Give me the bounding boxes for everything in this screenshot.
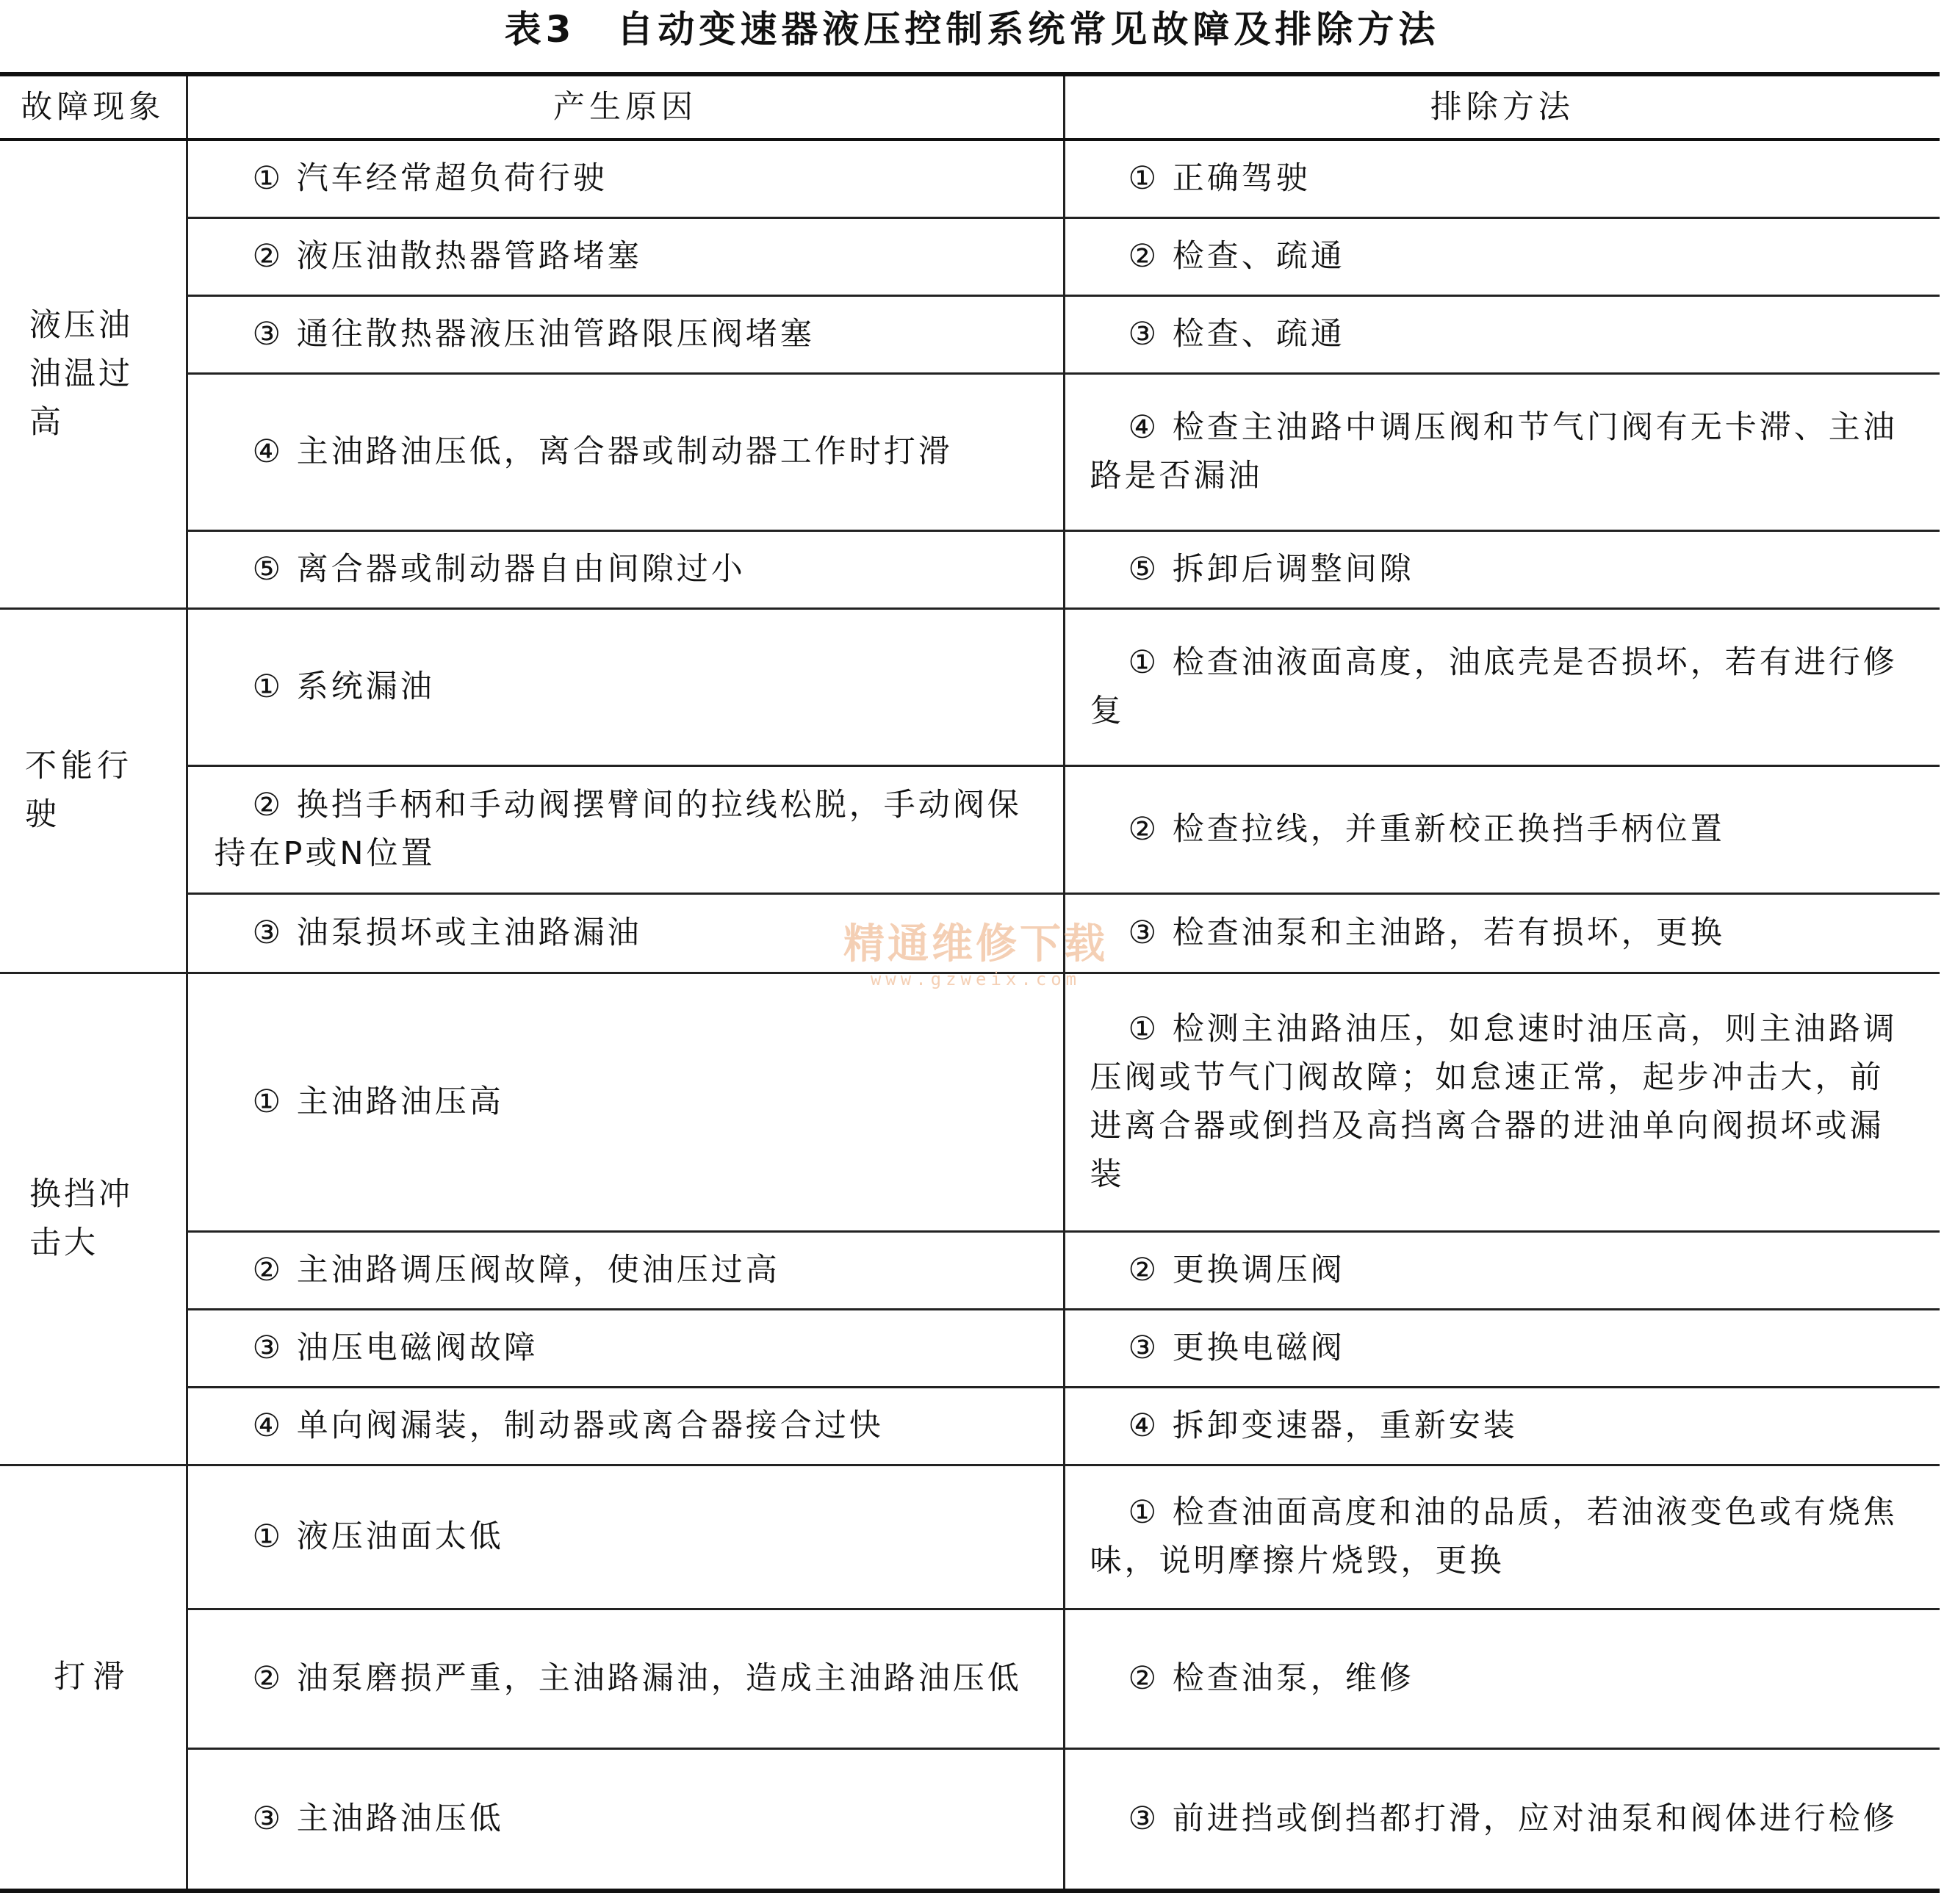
table-row: [0, 530, 1940, 608]
table-row: [0, 973, 1940, 1231]
cause-cell: ② 油泵磨损严重，主油路漏油，造成主油路油压低: [187, 1609, 1064, 1748]
remedy-cell: ② 检查油泵，维修: [1064, 1609, 1940, 1748]
cause-cell: ② 主油路调压阀故障，使油压过高: [187, 1231, 1064, 1309]
table-row: [0, 1748, 1940, 1891]
table-row: [0, 1309, 1940, 1387]
cause-cell: ⑤ 离合器或制动器自由间隙过小: [187, 530, 1064, 608]
header-cause: 产生原因: [187, 74, 1064, 140]
cause-cell: ④ 主油路油压低，离合器或制动器工作时打滑: [187, 373, 1064, 530]
remedy-cell: ④ 拆卸变速器，重新安装: [1064, 1387, 1940, 1465]
table-row: [0, 140, 1940, 217]
table-row: [0, 1609, 1940, 1748]
table-row: [0, 1465, 1940, 1609]
cause-cell: ① 主油路油压高: [187, 973, 1064, 1231]
symptom-cell: 换挡冲击大: [0, 973, 187, 1465]
remedy-cell: ③ 更换电磁阀: [1064, 1309, 1940, 1387]
cause-cell: ① 液压油面太低: [187, 1465, 1064, 1609]
cause-cell: ② 换挡手柄和手动阀摆臂间的拉线松脱，手动阀保持在P或N位置: [187, 765, 1064, 893]
watermark-url: www.gzweix.com: [870, 969, 1081, 989]
remedy-cell: ② 更换调压阀: [1064, 1231, 1940, 1309]
remedy-cell: ① 检查油面高度和油的品质，若油液变色或有烧焦味，说明摩擦片烧毁，更换: [1064, 1465, 1940, 1609]
watermark-text: 精通维修下载: [843, 920, 1108, 968]
table-row: [0, 765, 1940, 893]
fault-table: [0, 72, 1940, 1893]
cause-cell: ③ 通往散热器液压油管路限压阀堵塞: [187, 295, 1064, 373]
table-row: [0, 893, 1940, 973]
remedy-cell: ② 检查拉线，并重新校正换挡手柄位置: [1064, 765, 1940, 893]
table-row: [0, 373, 1940, 530]
table-row: [0, 608, 1940, 765]
remedy-cell: ⑤ 拆卸后调整间隙: [1064, 530, 1940, 608]
remedy-cell: ① 正确驾驶: [1064, 140, 1940, 217]
page-title: 表3 自动变速器液压控制系统常见故障及排除方法: [504, 8, 1440, 51]
cause-cell: ① 汽车经常超负荷行驶: [187, 140, 1064, 217]
symptom-cell: 液压油油温过高: [0, 140, 187, 608]
remedy-cell: ① 检测主油路油压，如怠速时油压高，则主油路调压阀或节气门阀故障；如怠速正常，起步冲击大，前进离合器或倒挡及高挡离合器的进油单向阀损坏或漏装: [1064, 973, 1940, 1231]
table-row: [0, 1387, 1940, 1465]
symptom-cell: 打滑: [0, 1465, 187, 1891]
table-row: [0, 295, 1940, 373]
cause-cell: ③ 油泵损坏或主油路漏油: [187, 893, 1064, 973]
remedy-cell: ③ 检查油泵和主油路，若有损坏，更换: [1064, 893, 1940, 973]
cause-cell: ③ 主油路油压低: [187, 1748, 1064, 1891]
symptom-cell: 不能行驶: [0, 608, 187, 973]
cause-cell: ④ 单向阀漏装，制动器或离合器接合过快: [187, 1387, 1064, 1465]
cause-cell: ② 液压油散热器管路堵塞: [187, 217, 1064, 295]
header-remedy: 排除方法: [1064, 74, 1940, 140]
remedy-cell: ③ 检查、疏通: [1064, 295, 1940, 373]
cause-cell: ① 系统漏油: [187, 608, 1064, 765]
remedy-cell: ② 检查、疏通: [1064, 217, 1940, 295]
remedy-cell: ④ 检查主油路中调压阀和节气门阀有无卡滞、主油路是否漏油: [1064, 373, 1940, 530]
remedy-cell: ① 检查油液面高度，油底壳是否损坏，若有进行修复: [1064, 608, 1940, 765]
table-row: [0, 1231, 1940, 1309]
cause-cell: ③ 油压电磁阀故障: [187, 1309, 1064, 1387]
header-row: [0, 74, 1940, 140]
table-row: [0, 217, 1940, 295]
header-symptom: 故障现象: [0, 74, 187, 140]
remedy-cell: ③ 前进挡或倒挡都打滑，应对油泵和阀体进行检修: [1064, 1748, 1940, 1891]
